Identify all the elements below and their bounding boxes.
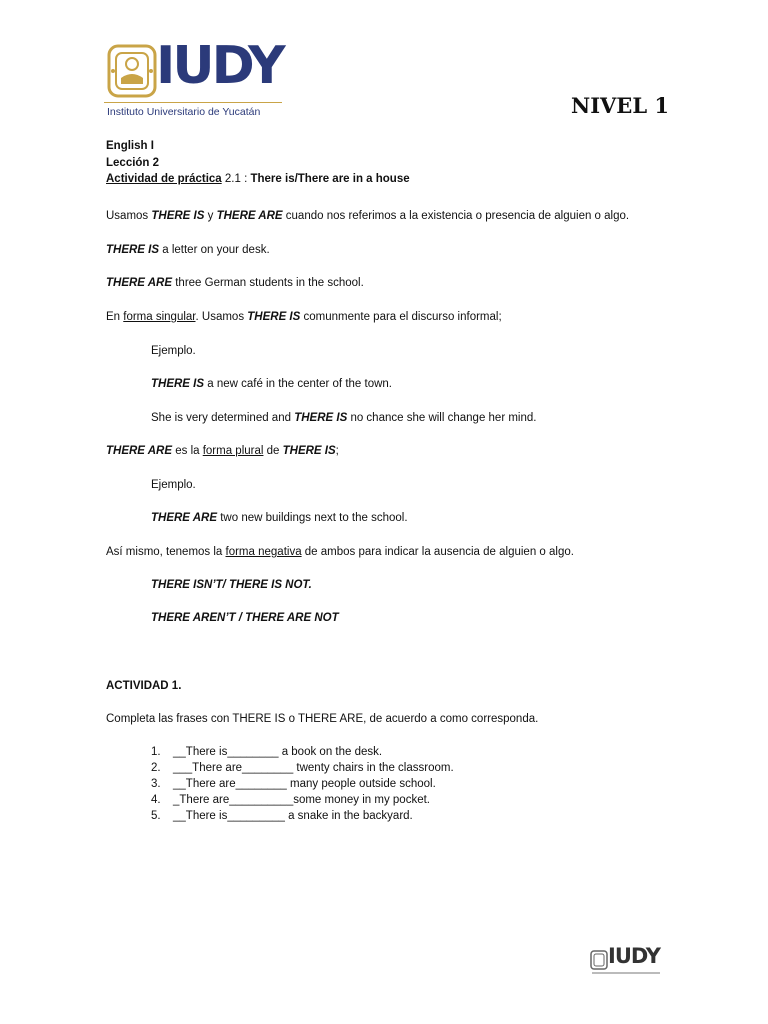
plural-example-1	[151, 511, 408, 525]
lesson-name: Lección 2	[106, 157, 160, 169]
footer-logo	[590, 944, 662, 980]
example-label-1: Ejemplo.	[151, 345, 196, 357]
text-run: THERE ARE	[216, 210, 283, 222]
intro-paragraph	[106, 209, 629, 223]
text-run: cuando nos referimos a la existencia o presencia de alguien o algo.	[282, 210, 630, 222]
singular-example-1	[151, 377, 392, 391]
text-run: es la	[172, 445, 203, 457]
singular-example-2	[151, 411, 536, 425]
footer-institution-line	[592, 972, 660, 974]
text-run: . Usamos	[195, 311, 248, 323]
activity-title: ACTIVIDAD 1.	[106, 680, 182, 692]
activity-instructions: Completa las frases con THERE IS o THERE ARE, de acuerdo a como corresponda.	[106, 713, 539, 725]
text-run: three German students in the school.	[172, 277, 364, 289]
list-number: 2.	[151, 762, 161, 774]
text-run: En	[106, 311, 124, 323]
text-run: THERE IS	[151, 210, 205, 222]
text-run: comunmente para el discurso informal;	[300, 311, 502, 323]
institution-name: Instituto Universitario de Yucatán	[107, 106, 261, 118]
text-run: THERE IS	[282, 445, 336, 457]
negative-paragraph	[106, 545, 574, 559]
activity-heading	[106, 172, 410, 186]
text-run: de ambos para indicar la ausencia de alguien o algo.	[301, 546, 574, 558]
maya-glyph-icon	[107, 44, 157, 98]
example-label-2: Ejemplo.	[151, 479, 196, 491]
activity-number: 2.1 :	[224, 173, 248, 185]
footer-wordmark: IUDY	[608, 944, 660, 968]
text-run: y	[204, 210, 217, 222]
text-run: a letter on your desk.	[159, 244, 270, 256]
list-item: __There is________ a book on the desk.	[173, 746, 383, 758]
text-run: ;	[335, 445, 339, 457]
text-run: THERE IS	[294, 412, 348, 424]
course-name: English I	[106, 140, 154, 152]
activity-label: Actividad de práctica	[106, 173, 222, 185]
text-run: forma plural	[202, 445, 264, 457]
text-run: forma negativa	[225, 546, 302, 558]
text-run: Usamos	[106, 210, 152, 222]
text-run: Así mismo, tenemos la	[106, 546, 226, 558]
text-run: two new buildings next to the school.	[217, 512, 408, 524]
logo-wordmark: IUDY	[156, 36, 283, 96]
text-run: de	[263, 445, 283, 457]
text-run: THERE IS	[106, 244, 160, 256]
list-item: _There are__________some money in my pocket.	[173, 794, 430, 806]
singular-paragraph	[106, 310, 502, 324]
negative-form-singular: THERE ISN’T/ THERE IS NOT.	[151, 579, 312, 591]
text-run: THERE ARE	[151, 512, 218, 524]
level-title: NIVEL 1	[571, 93, 670, 118]
text-run: She is very determined and	[151, 412, 295, 424]
text-run: THERE ARE	[106, 277, 173, 289]
negative-form-plural: THERE AREN’T / THERE ARE NOT	[151, 612, 339, 624]
list-number: 3.	[151, 778, 161, 790]
list-number: 4.	[151, 794, 161, 806]
text-run: THERE IS	[151, 378, 205, 390]
list-item: __There is_________ a snake in the backyard.	[173, 810, 413, 822]
plural-paragraph	[106, 444, 339, 458]
list-item: ___There are________ twenty chairs in the classroom.	[173, 762, 454, 774]
list-number: 1.	[151, 746, 161, 758]
list-item: __There are________ many people outside school.	[173, 778, 436, 790]
example-sentence-1	[106, 243, 270, 257]
activity-topic: There is/There are in a house	[250, 173, 410, 185]
maya-glyph-small-icon	[590, 950, 608, 970]
text-run: THERE IS	[247, 311, 301, 323]
text-run: THERE ARE	[106, 445, 173, 457]
text-run: forma singular	[123, 311, 196, 323]
logo-divider	[104, 102, 282, 103]
example-sentence-2	[106, 276, 364, 290]
iudy-logo	[104, 36, 286, 120]
list-number: 5.	[151, 810, 161, 822]
text-run: no chance she will change her mind.	[347, 412, 537, 424]
text-run: a new café in the center of the town.	[204, 378, 392, 390]
